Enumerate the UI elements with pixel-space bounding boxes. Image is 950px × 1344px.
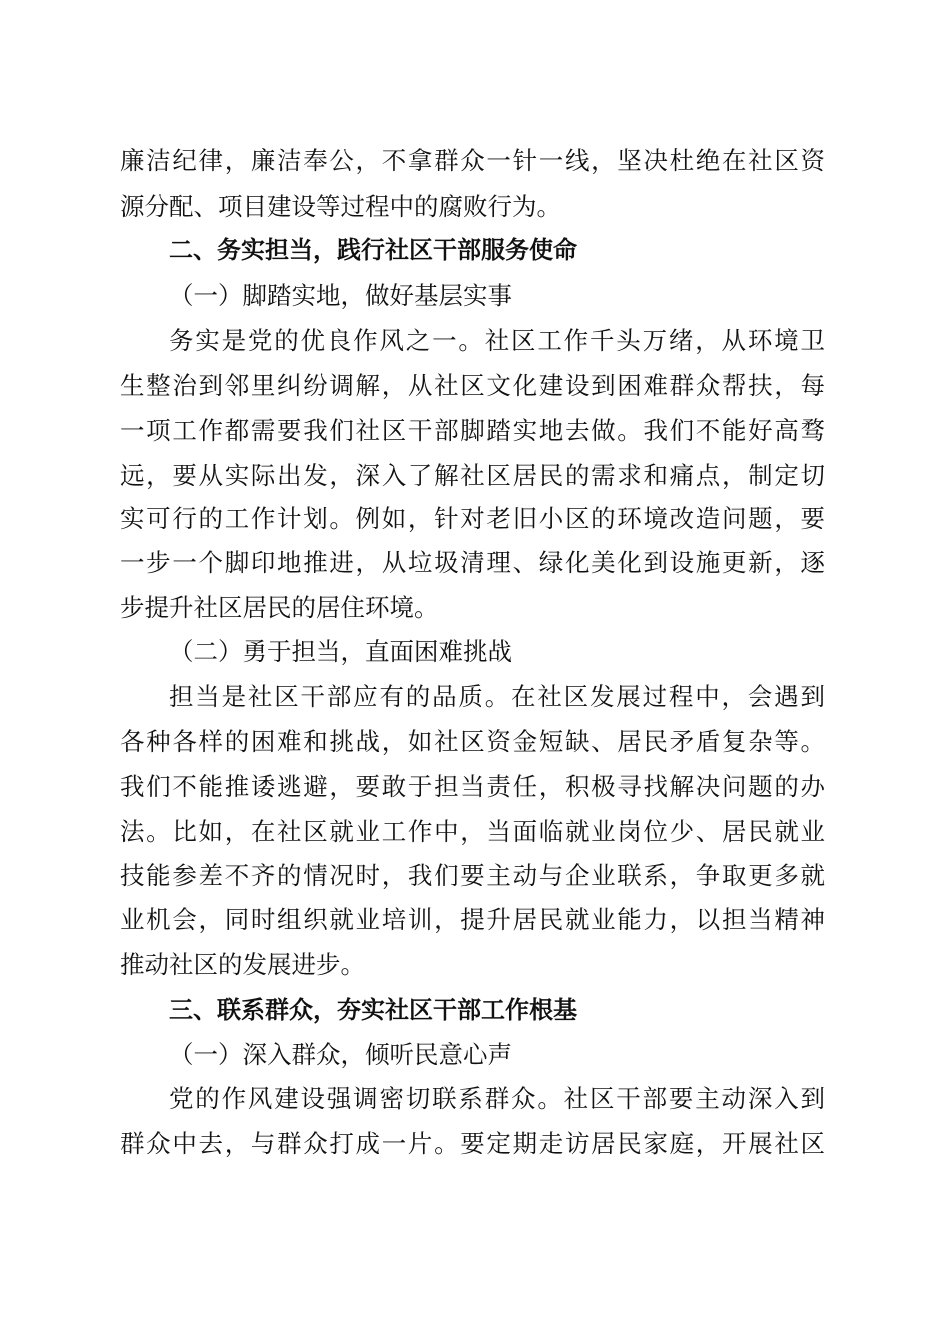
subsection-heading-2-2: （二）勇于担当，直面困难挑战	[169, 637, 512, 666]
paragraph-line: 技能参差不齐的情况时，我们要主动与企业联系，争取更多就	[120, 861, 825, 890]
subsection-heading-2-1: （一）脚踏实地，做好基层实事	[169, 281, 512, 310]
paragraph-line: 廉洁纪律，廉洁奉公，不拿群众一针一线，坚决杜绝在社区资	[120, 146, 825, 175]
paragraph-line: 担当是社区干部应有的品质。在社区发展过程中，会遇到	[169, 682, 825, 711]
subsection-heading-3-1: （一）深入群众，倾听民意心声	[169, 1040, 512, 1069]
paragraph-line: 远，要从实际出发，深入了解社区居民的需求和痛点，制定切	[120, 461, 825, 490]
paragraph-line: 业机会，同时组织就业培训，提升居民就业能力，以担当精神	[120, 905, 825, 934]
paragraph-line: 党的作风建设强调密切联系群众。社区干部要主动深入到	[169, 1084, 825, 1113]
paragraph-line: 群众中去，与群众打成一片。要定期走访居民家庭，开展社区	[120, 1129, 825, 1158]
paragraph-line: 一项工作都需要我们社区干部脚踏实地去做。我们不能好高骛	[120, 416, 825, 445]
paragraph-line: 我们不能推诿逃避，要敢于担当责任，积极寻找解决问题的办	[120, 772, 825, 801]
paragraph-line: 务实是党的优良作风之一。社区工作千头万绪，从环境卫	[169, 326, 825, 355]
paragraph-line: 步提升社区居民的居住环境。	[120, 593, 439, 622]
paragraph-line: 一步一个脚印地推进，从垃圾清理、绿化美化到设施更新，逐	[120, 548, 825, 577]
paragraph-line: 法。比如，在社区就业工作中，当面临就业岗位少、居民就业	[120, 817, 825, 846]
paragraph-line: 各种各样的困难和挑战，如社区资金短缺、居民矛盾复杂等。	[120, 727, 825, 756]
section-heading-3: 三、联系群众，夯实社区干部工作根基	[169, 996, 577, 1024]
paragraph-line: 实可行的工作计划。例如，针对老旧小区的环境改造问题，要	[120, 504, 825, 533]
section-heading-2: 二、务实担当，践行社区干部服务使命	[169, 236, 577, 264]
paragraph-line: 源分配、项目建设等过程中的腐败行为。	[120, 192, 561, 221]
paragraph-line: 生整治到邻里纠纷调解，从社区文化建设到困难群众帮扶，每	[120, 371, 825, 400]
paragraph-line: 推动社区的发展进步。	[120, 950, 365, 979]
